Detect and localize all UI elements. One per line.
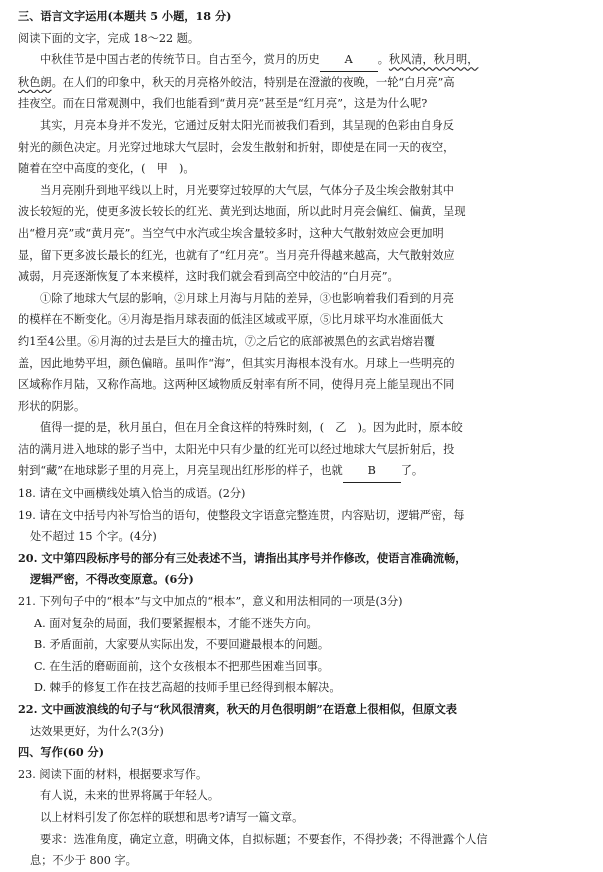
passage-line: 约1至4公里。⑥月海的过去是巨大的撞击坑，⑦之后它的底部被黑色的玄武岩熔岩覆 bbox=[18, 334, 435, 348]
passage-line: 值得一提的是，秋月虽白，但在月全食这样的特殊时刻，( 乙 )。因为此时，原本皎 bbox=[40, 421, 463, 435]
passage-line: 的模样在不断变化。④月海是指月球表面的低洼区域或平原，⑤比月球平均水准面低大 bbox=[18, 313, 444, 327]
passage-text: 。 bbox=[377, 53, 389, 67]
question-23: 23. 阅读下面的材料，根据要求写作。 bbox=[18, 767, 208, 781]
passage-line: 减弱，月亮逐渐恢复了本来模样，这时我们就会看到高空中皎洁的“白月亮”。 bbox=[18, 270, 399, 284]
section-4-title: 四、写作(60 分) bbox=[18, 745, 104, 760]
option-d: D. 棘手的修复工作在技艺高超的技师手里已经得到根本解决。 bbox=[34, 681, 341, 695]
passage-line: 盖，因此地势平坦，颜色偏暗。虽叫作“海”，但其实月海根本没有水。月球上一些明亮的 bbox=[18, 356, 455, 370]
passage-line: 出“橙月亮”或“黄月亮”。当空气中水汽或尘埃含量较多时，这种大气散射效应会更加明 bbox=[18, 226, 444, 240]
option-c: C. 在生活的磨砺面前，这个女孩根本不把那些困难当回事。 bbox=[34, 659, 329, 673]
material-text: 有人说，未来的世界将属于年轻人。 bbox=[40, 789, 220, 803]
wavy-underlined-text: 秋风清，秋月明， bbox=[388, 53, 479, 67]
passage-text: 。在人们的印象中，秋天的月亮格外皎洁，特别是在澄澈的夜晚，一轮“白月亮”高 bbox=[51, 75, 455, 89]
question-20-cont: 逻辑严密，不得改变原意。(6分) bbox=[30, 572, 194, 587]
passage-line: 随着在空中高度的变化，( 甲 )。 bbox=[18, 162, 195, 176]
passage-line: 当月亮刚升到地平线以上时，月光要穿过较厚的大气层，气体分子及尘埃会散射其中 bbox=[40, 183, 454, 197]
passage-line: 洁的满月进入地球的影子当中，太阳光中只有少量的红光可以经过地球大气层折射后，投 bbox=[18, 442, 455, 456]
section-3-title: 三、语言文字运用(本题共 5 小题，18 分) bbox=[18, 9, 232, 23]
passage-line: 射光的颜色决定。月光穿过地球大气层时，会发生散射和折射，即使是在同一天的夜空， bbox=[18, 140, 455, 154]
option-b: B. 矛盾面前，大家要从实际出发，不要回避最根本的问题。 bbox=[34, 638, 330, 652]
passage-line: 波长较短的光，使更多波长较长的红光、黄光到达地面，所以此时月亮会偏红、偏黄，呈现 bbox=[18, 205, 466, 219]
passage-line: 其实，月亮本身并不发光，它通过反射太阳光而被我们看到，其呈现的色彩由自身反 bbox=[40, 118, 454, 132]
passage-line bbox=[18, 72, 591, 94]
section-3-intro: 阅读下面的文字，完成 18～22 题。 bbox=[18, 31, 200, 45]
question-18: 18. 请在文中画横线处填入恰当的成语。(2分) bbox=[18, 487, 246, 501]
passage-text: 中秋佳节是中国古老的传统节日。自古至今，赏月的历史 bbox=[40, 53, 320, 67]
passage-line: 显，留下更多波长最长的红光，也就有了“红月亮”。当月亮升得越来越高，大气散射效应 bbox=[18, 248, 455, 262]
passage-line bbox=[18, 49, 591, 72]
option-a: A. 面对复杂的局面，我们要紧握根本，才能不迷失方向。 bbox=[34, 616, 318, 630]
passage-line: 挂夜空。而在日常观测中，我们也能看到“黄月亮”甚至是“红月亮”，这是为什么呢? bbox=[18, 97, 428, 111]
wavy-underlined-text: 秋色朗 bbox=[18, 75, 52, 89]
passage-line bbox=[18, 460, 591, 483]
prompt-text: 以上材料引发了你怎样的联想和思考?请写一篇文章。 bbox=[40, 810, 304, 824]
passage-line: 区域称作月陆，又称作高地。这两种区域物质反射率有所不同，使得月亮上能呈现出不同 bbox=[18, 378, 455, 392]
question-19: 19. 请在文中括号内补写恰当的语句，使整段文字语意完整连贯，内容贴切，逻辑严密，每 bbox=[18, 508, 465, 522]
question-22-cont: 达效果更好，为什么?(3分) bbox=[30, 724, 164, 738]
passage-line: 形状的阴影。 bbox=[18, 399, 86, 413]
blank-a: A bbox=[320, 49, 378, 72]
passage-text: 射到“藏”在地球影子里的月亮上，月亮呈现出红彤彤的样子，也就 bbox=[18, 464, 343, 478]
question-22: 22. 文中画波浪线的句子与“秋风很清爽，秋天的月色很明朗”在语意上很相似，但原文表 bbox=[18, 702, 457, 716]
requirements-text: 要求：选准角度，确定立意，明确文体，自拟标题；不要套作，不得抄袭；不得泄露个人信 bbox=[40, 832, 488, 846]
question-21: 21. 下列句子中的“根本”与文中加点的“根本”，意义和用法相同的一项是(3分) bbox=[18, 595, 403, 609]
question-19-cont: 处不超过 15 个字。(4分) bbox=[30, 530, 157, 544]
passage-line: ①除了地球大气层的影响，②月球上月海与月陆的差异，③也影响着我们看到的月亮 bbox=[40, 291, 454, 305]
blank-b: B bbox=[343, 460, 401, 483]
passage-text: 了。 bbox=[400, 464, 424, 478]
question-20: 20. 文中第四段标序号的部分有三处表述不当，请指出其序号并作修改，使语言准确流畅， bbox=[18, 550, 467, 565]
requirements-text-cont: 息；不少于 800 字。 bbox=[30, 854, 137, 868]
